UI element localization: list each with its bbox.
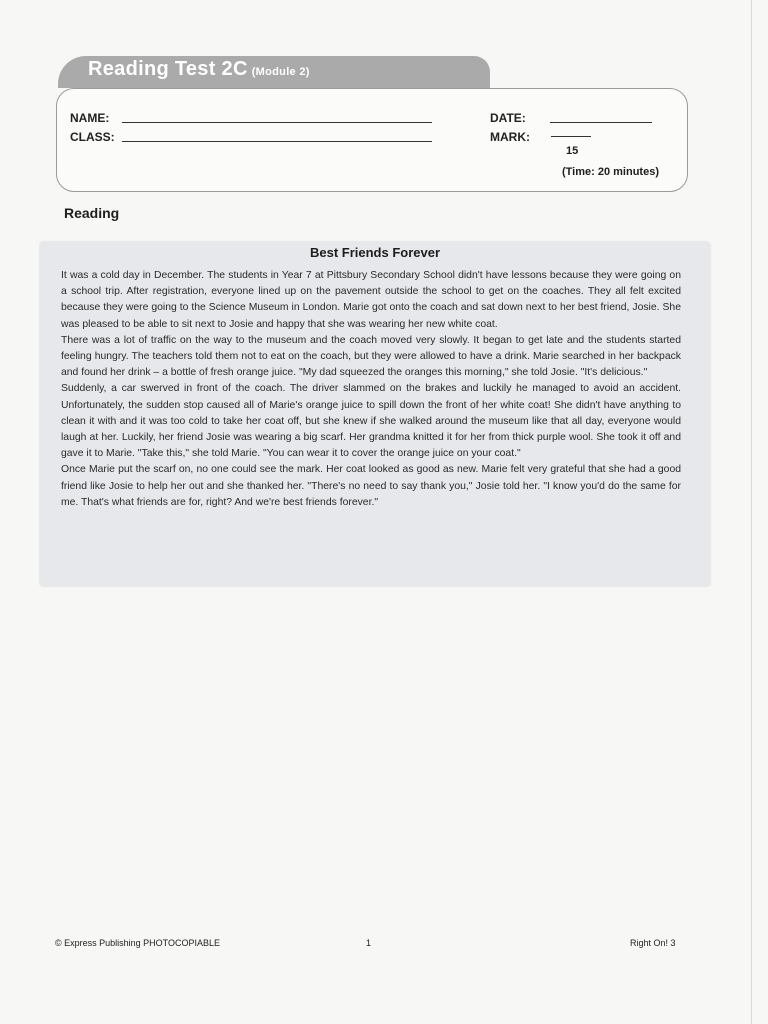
test-title — [88, 58, 310, 81]
reading-passage — [61, 268, 681, 511]
paragraph: It was a cold day in December. The students in Year 7 at Pittsbury Secondary School didn't have lessons because they were going on a school trip. After registration, everyone lined up on the pavement outside the school to get on the coaches. They all felt excited because they were going to the Science Museum in London. Marie got onto the coach and sat down next to her best friend, Josie. She was pleased to be able to sit next to Josie and happy that she was wearing her new white coat. — [61, 270, 681, 330]
test-title-text: Reading Test 2C — [88, 58, 248, 80]
paragraph: Suddenly, a car swerved in front of the coach. The driver slammed on the brakes and luckily he managed to avoid an accident. Unfortunately, the sudden stop caused all of Marie's orange juice to spill down the front of her white coat! She didn't have anything to clean it with and it was too cold to take her coat off, but she knew if she walked around the museum like that all day, everyone would laugh at her. Luckily, her friend Josie was wearing a big scarf. Her grandma knitted it for her from thick purple wool. She took it off and gave it to Marie. "Take this," she told Marie. "You can wear it to cover the orange juice on your coat." — [61, 383, 681, 460]
footer-page-number: 1 — [366, 938, 372, 948]
time-note: (Time: 20 minutes) — [562, 166, 659, 178]
section-heading: Reading — [64, 205, 120, 221]
mark-label: MARK: — [490, 130, 530, 144]
name-label: NAME: — [70, 111, 110, 125]
name-field[interactable] — [122, 122, 432, 123]
module-label: (Module 2) — [251, 66, 310, 78]
mark-field[interactable] — [551, 136, 591, 137]
footer-copyright: © Express Publishing PHOTOCOPIABLE — [55, 938, 221, 948]
paragraph: Once Marie put the scarf on, no one could see the mark. Her coat looked as good as new. Marie felt very grateful that she had a good friend like Josie to help her out and she thanked her. "There's no need to say thank you," Josie told her. "I know you'd do the same for me. That's what friends are for, right? And we're best friends forever." — [61, 464, 681, 508]
paragraph: There was a lot of traffic on the way to the museum and the coach moved very slowly. It began to get late and the students started feeling hungry. The teachers told them not to eat on the coach, but they were allowed to have a drink. Marie searched in her backpack and found her drink – a bottle of fresh orange juice. "My dad squeezed the oranges this morning," she told Josie. "It's delicious." — [61, 334, 681, 379]
class-label: CLASS: — [70, 130, 115, 144]
date-label: DATE: — [490, 111, 526, 125]
mark-total: 15 — [566, 145, 579, 157]
page-edge — [751, 0, 752, 1024]
date-field[interactable] — [550, 122, 652, 123]
footer-book-title: Right On! 3 — [630, 938, 676, 948]
text-title: Best Friends Forever — [309, 245, 441, 260]
class-field[interactable] — [122, 141, 432, 142]
